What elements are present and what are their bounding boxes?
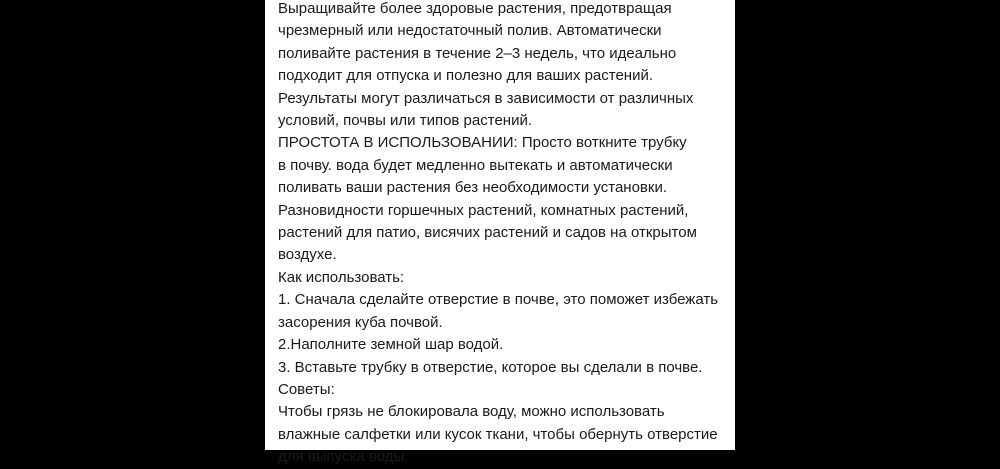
text-line: в почву. вода будет медленно вытекать и автоматически (278, 156, 673, 174)
text-line: воздухе. (278, 246, 337, 264)
instruction-step-2: 2.Наполните земной шар водой. (278, 336, 504, 354)
text-line: Выращивайте более здоровые растения, предотвращая (278, 0, 672, 17)
document-panel (265, 0, 735, 466)
tip-line: Чтобы грязь не блокировала воду, можно использовать (278, 403, 665, 421)
text-line: растений для патио, висячих растений и садов на открытом (278, 224, 697, 242)
instruction-step-1: 1. Сначала сделайте отверстие в почве, это поможет избежать (278, 291, 719, 309)
text-line: поливать ваши растения без необходимости установки. (278, 179, 668, 197)
section-heading-how-to-use: Как использовать: (278, 268, 405, 286)
section-heading-simplicity: ПРОСТОТА В ИСПОЛЬЗОВАНИИ: Просто воткните трубку (278, 134, 687, 152)
text-line: поливайте растения в течение 2–3 недель, что идеально (278, 44, 677, 62)
section-heading-tips: Советы: (278, 380, 335, 398)
text-line: Разновидности горшечных растений, комнатных растений, (278, 201, 689, 219)
product-description-text (278, 0, 733, 469)
text-line: Результаты могут различаться в зависимости от различных (278, 89, 694, 107)
instruction-step-1-cont: засорения куба почвой. (278, 313, 443, 331)
text-line: условий, почвы или типов растений. (278, 112, 532, 130)
text-line: чрезмерный или недостаточный полив. Автоматически (278, 22, 662, 40)
tip-line: влажные салфетки или кусок ткани, чтобы обернуть отверстие (278, 425, 718, 443)
text-line: подходит для отпуска и полезно для ваших растений. (278, 67, 654, 85)
instruction-step-3: 3. Вставьте трубку в отверстие, которое вы сделали в почве. (278, 358, 703, 376)
tip-line: для выпуска воды. (278, 448, 409, 466)
